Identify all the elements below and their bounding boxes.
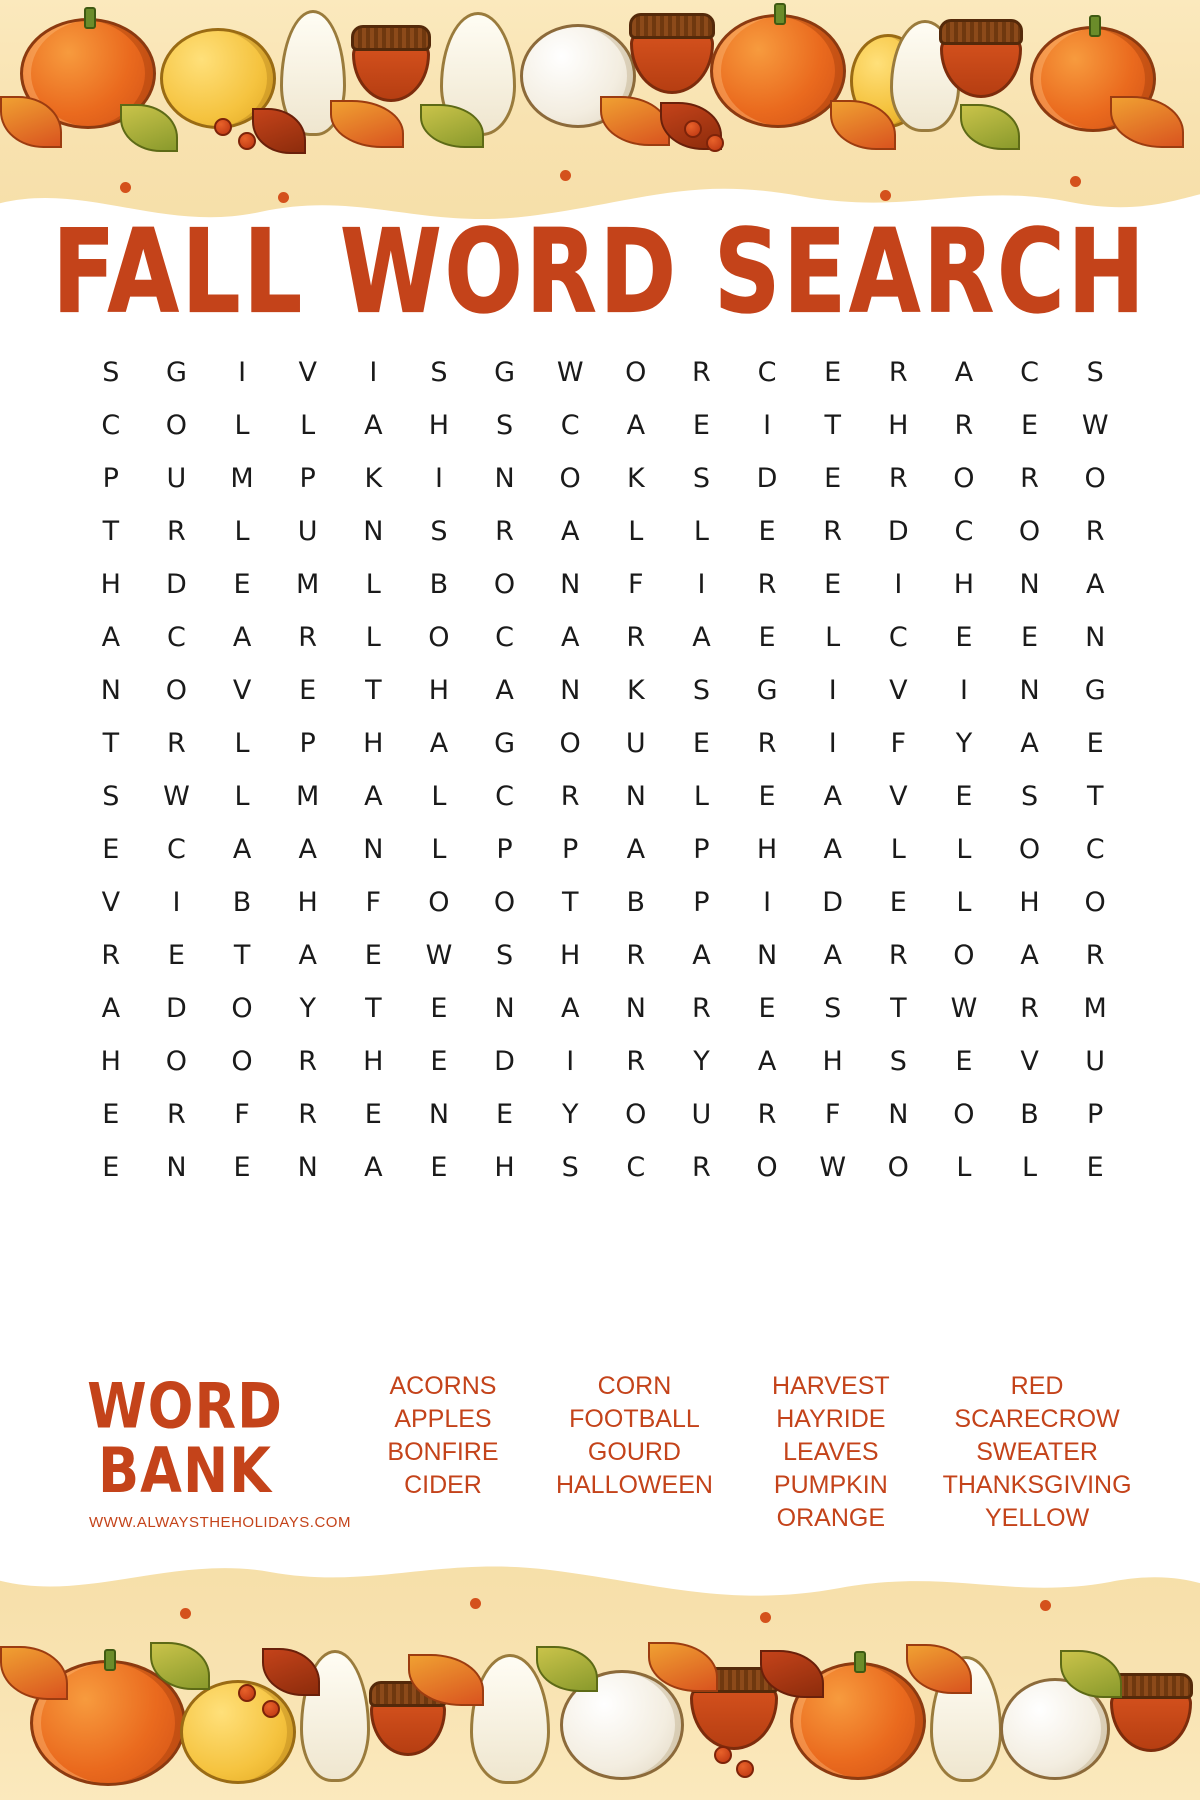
word-bank-item: THANKSGIVING	[942, 1471, 1132, 1499]
berry-icon	[684, 120, 702, 138]
grid-cell: R	[1020, 993, 1039, 1024]
word-bank-item: CIDER	[404, 1471, 482, 1499]
grid-cell: O	[1018, 834, 1041, 865]
grid-cell: K	[364, 463, 383, 494]
grid-cell: T	[824, 410, 841, 441]
grid-cell: Y	[299, 993, 316, 1024]
grid-cell: W	[950, 993, 978, 1024]
grid-cell: N	[428, 1099, 450, 1130]
grid-cell: O	[625, 357, 647, 388]
grid-cell: D	[887, 516, 909, 547]
grid-cell: S	[889, 1046, 907, 1077]
grid-cell: G	[1084, 675, 1106, 706]
grid-cell: A	[692, 940, 711, 971]
grid-cell: E	[824, 569, 842, 600]
word-bank-item: SCARECROW	[954, 1405, 1120, 1433]
grid-cell: I	[566, 1046, 575, 1077]
grid-cell: U	[297, 516, 318, 547]
grid-cell: T	[365, 675, 382, 706]
grid-cell: F	[628, 569, 644, 600]
grid-cell: S	[102, 357, 120, 388]
pumpkin-icon	[710, 14, 846, 128]
grid-cell: W	[819, 1152, 847, 1183]
word-bank-item: BONFIRE	[387, 1438, 499, 1466]
grid-cell: F	[234, 1099, 250, 1130]
grid-cell: W	[1081, 410, 1109, 441]
grid-cell: I	[828, 728, 837, 759]
grid-cell: P	[299, 463, 316, 494]
word-bank-column-2	[531, 1370, 737, 1502]
grid-cell: E	[1086, 1152, 1104, 1183]
grid-cell: C	[167, 834, 186, 865]
grid-cell: I	[894, 569, 903, 600]
grid-cell: H	[888, 410, 909, 441]
grid-cell: S	[495, 410, 514, 441]
grid-cell: L	[1022, 1152, 1038, 1183]
grid-cell: G	[756, 675, 778, 706]
word-bank-column-3	[738, 1370, 925, 1535]
grid-cell: B	[232, 887, 252, 918]
grid-cell: C	[495, 781, 514, 812]
grid-cell: N	[363, 516, 384, 547]
grid-cell: A	[1085, 569, 1105, 600]
grid-cell: R	[888, 357, 908, 388]
word-bank-item: GOURD	[587, 1438, 681, 1466]
grid-cell: H	[297, 887, 318, 918]
grid-cell: A	[495, 675, 514, 706]
grid-cell: A	[823, 940, 842, 971]
grid-cell: R	[692, 993, 711, 1024]
bottom-decorative-border	[0, 1550, 1200, 1800]
grid-cell: P	[693, 887, 710, 918]
grid-cell: E	[889, 887, 907, 918]
grid-cell: U	[691, 1099, 712, 1130]
grid-cell: S	[1086, 357, 1104, 388]
grid-cell: S	[495, 940, 514, 971]
grid-cell: L	[300, 410, 316, 441]
grid-cell: T	[102, 516, 120, 547]
word-bank	[60, 1370, 1150, 1535]
grid-cell: R	[757, 728, 777, 759]
grid-cell: N	[560, 675, 581, 706]
grid-cell: O	[559, 728, 581, 759]
grid-cell: R	[757, 1099, 777, 1130]
grid-cell: E	[364, 940, 382, 971]
grid-cell: M	[1083, 993, 1107, 1024]
grid-cell: C	[1020, 357, 1039, 388]
grid-cell: N	[363, 834, 384, 865]
grid-cell: L	[693, 516, 709, 547]
grid-cell: E	[758, 516, 776, 547]
grid-cell: N	[625, 781, 646, 812]
grid-cell: G	[165, 357, 187, 388]
grid-cell: A	[364, 781, 383, 812]
grid-cell: L	[628, 516, 644, 547]
grid-cell: D	[166, 993, 187, 1024]
grid-cell: I	[697, 569, 706, 600]
grid-cell: F	[365, 887, 382, 918]
grid-cell: R	[167, 1099, 186, 1130]
grid-cell: E	[692, 410, 710, 441]
grid-cell: E	[102, 834, 120, 865]
grid-cell: H	[100, 569, 121, 600]
grid-cell: L	[234, 410, 250, 441]
grid-cell: Y	[693, 1046, 710, 1077]
accent-dot	[760, 1612, 771, 1623]
grid-cell: H	[822, 1046, 843, 1077]
grid-cell: A	[298, 940, 317, 971]
word-bank-item: HALLOWEEN	[555, 1471, 713, 1499]
grid-cell: L	[365, 622, 381, 653]
grid-cell: V	[232, 675, 252, 706]
grid-cell: E	[955, 781, 973, 812]
grid-cell: H	[953, 569, 975, 600]
grid-cell: U	[1085, 1046, 1106, 1077]
grid-cell: Y	[561, 1099, 579, 1130]
grid-cell: E	[1021, 410, 1039, 441]
word-bank-item: PUMPKIN	[773, 1471, 888, 1499]
grid-cell: A	[232, 834, 252, 865]
grid-cell: E	[496, 1099, 514, 1130]
grid-cell: Y	[955, 728, 973, 759]
grid-cell: O	[953, 463, 975, 494]
grid-cell: E	[102, 1099, 120, 1130]
grid-cell: E	[955, 622, 973, 653]
word-bank-title-line2: BANK	[98, 1434, 272, 1507]
grid-cell: A	[298, 834, 317, 865]
grid-cell: N	[1019, 569, 1040, 600]
grid-cell: O	[428, 887, 450, 918]
grid-cell: O	[887, 1152, 909, 1183]
word-bank-item: ACORNS	[389, 1372, 497, 1400]
grid-cell: A	[1020, 728, 1039, 759]
grid-cell: R	[298, 1046, 318, 1077]
grid-cell: E	[430, 1046, 448, 1077]
grid-cell: A	[823, 781, 842, 812]
grid-cell: E	[102, 1152, 120, 1183]
grid-cell: N	[560, 569, 581, 600]
grid-cell: R	[1085, 940, 1105, 971]
grid-cell: D	[166, 569, 187, 600]
grid-cell: O	[231, 993, 253, 1024]
grid-cell: S	[561, 1152, 579, 1183]
page-title: FALL WORD SEARCH	[52, 205, 1148, 339]
grid-cell: O	[625, 1099, 647, 1130]
grid-cell: N	[100, 675, 121, 706]
grid-cell: R	[167, 728, 186, 759]
word-bank-title	[60, 1370, 310, 1507]
grid-cell: P	[1087, 1099, 1104, 1130]
grid-cell: S	[1020, 781, 1039, 812]
grid-cell: N	[756, 940, 778, 971]
grid-cell: E	[167, 940, 185, 971]
grid-cell: T	[561, 887, 579, 918]
grid-cell: C	[495, 622, 514, 653]
grid-cell: H	[756, 834, 778, 865]
grid-cell: I	[434, 463, 443, 494]
grid-cell: C	[888, 622, 908, 653]
grid-cell: R	[1020, 463, 1039, 494]
word-bank-item: RED	[1010, 1372, 1064, 1400]
grid-cell: D	[494, 1046, 515, 1077]
grid-cell: I	[172, 887, 181, 918]
grid-cell: A	[757, 1046, 777, 1077]
grid-cell: A	[823, 834, 842, 865]
grid-cell: G	[494, 357, 516, 388]
grid-cell: P	[693, 834, 710, 865]
grid-cell: I	[369, 357, 378, 388]
word-search-grid	[78, 358, 1128, 1183]
grid-cell: H	[494, 1152, 515, 1183]
grid-cell: W	[425, 940, 453, 971]
grid-cell: O	[953, 1099, 975, 1130]
grid-cell: T	[365, 993, 382, 1024]
grid-cell: S	[824, 993, 842, 1024]
grid-cell: N	[1019, 675, 1040, 706]
accent-dot	[180, 1608, 191, 1619]
grid-cell: N	[494, 993, 515, 1024]
grid-cell: W	[556, 357, 584, 388]
word-bank-column-1	[355, 1370, 532, 1502]
grid-cell: M	[296, 569, 320, 600]
grid-cell: E	[364, 1099, 382, 1130]
grid-cell: F	[890, 728, 907, 759]
grid-cell: L	[956, 834, 972, 865]
grid-cell: E	[233, 1152, 251, 1183]
grid-cell: L	[431, 781, 447, 812]
grid-cell: H	[363, 728, 384, 759]
grid-cell: O	[1084, 463, 1106, 494]
grid-cell: C	[954, 516, 974, 547]
grid-cell: A	[954, 357, 974, 388]
grid-cell: L	[956, 887, 972, 918]
grid-cell: R	[692, 357, 711, 388]
wave-divider	[0, 1550, 1200, 1608]
grid-cell: L	[365, 569, 381, 600]
grid-cell: H	[100, 1046, 121, 1077]
grid-cell: D	[822, 887, 844, 918]
grid-cell: A	[560, 516, 580, 547]
grid-cell: B	[429, 569, 449, 600]
grid-cell: R	[298, 622, 318, 653]
grid-cell: N	[1085, 622, 1106, 653]
grid-cell: C	[101, 410, 121, 441]
berry-icon	[238, 1684, 256, 1702]
grid-cell: T	[102, 728, 120, 759]
grid-cell: A	[101, 622, 121, 653]
grid-cell: O	[165, 675, 188, 706]
grid-cell: B	[626, 887, 646, 918]
grid-cell: S	[102, 781, 120, 812]
berry-icon	[736, 1760, 754, 1778]
grid-cell: V	[889, 675, 908, 706]
berry-icon	[706, 134, 724, 152]
word-bank-item: ORANGE	[776, 1504, 886, 1532]
grid-cell: O	[1084, 887, 1106, 918]
website-url: WWW.ALWAYSTHEHOLIDAYS.COM	[89, 1514, 351, 1531]
grid-cell: I	[763, 410, 772, 441]
grid-cell: E	[1021, 622, 1039, 653]
grid-cell: U	[166, 463, 187, 494]
grid-cell: I	[959, 675, 968, 706]
grid-cell: K	[626, 463, 645, 494]
grid-cell: O	[493, 569, 516, 600]
grid-cell: A	[232, 622, 252, 653]
grid-cell: A	[1020, 940, 1039, 971]
grid-cell: R	[626, 940, 646, 971]
word-bank-item: HAYRIDE	[776, 1405, 886, 1433]
grid-cell: R	[101, 940, 121, 971]
word-bank-title-line1: WORD	[87, 1370, 283, 1443]
grid-cell: E	[758, 781, 776, 812]
grid-cell: R	[757, 569, 777, 600]
grid-cell: P	[562, 834, 579, 865]
grid-cell: O	[231, 1046, 253, 1077]
word-bank-item: CORN	[597, 1372, 672, 1400]
grid-cell: L	[234, 516, 250, 547]
grid-cell: E	[692, 728, 710, 759]
grid-cell: A	[560, 993, 580, 1024]
berry-icon	[714, 1746, 732, 1764]
grid-cell: E	[824, 357, 842, 388]
grid-cell: R	[1085, 516, 1105, 547]
grid-cell: B	[1020, 1099, 1039, 1130]
word-bank-item: YELLOW	[984, 1504, 1090, 1532]
grid-cell: I	[828, 675, 837, 706]
grid-cell: O	[559, 463, 581, 494]
grid-cell: O	[428, 622, 450, 653]
grid-cell: N	[166, 1152, 187, 1183]
grid-cell: C	[626, 1152, 646, 1183]
grid-cell: R	[626, 622, 646, 653]
word-bank-item: HARVEST	[772, 1372, 890, 1400]
grid-cell: P	[102, 463, 119, 494]
grid-cell: R	[954, 410, 974, 441]
grid-cell: O	[756, 1152, 778, 1183]
grid-cell: R	[888, 463, 908, 494]
grid-cell: L	[956, 1152, 972, 1183]
grid-cell: O	[165, 410, 188, 441]
grid-cell: O	[953, 940, 975, 971]
grid-cell: A	[429, 728, 449, 759]
grid-cell: A	[101, 993, 121, 1024]
grid-cell: E	[1086, 728, 1104, 759]
grid-cell: N	[625, 993, 646, 1024]
grid-cell: T	[890, 993, 907, 1024]
word-bank-item: LEAVES	[783, 1438, 879, 1466]
grid-cell: S	[430, 516, 448, 547]
grid-cell: M	[230, 463, 254, 494]
grid-cell: L	[825, 622, 841, 653]
grid-cell: C	[560, 410, 580, 441]
grid-cell: R	[560, 781, 580, 812]
grid-cell: R	[167, 516, 186, 547]
grid-cell: R	[626, 1046, 646, 1077]
grid-cell: H	[428, 675, 450, 706]
grid-cell: E	[430, 1152, 448, 1183]
grid-cell: L	[431, 834, 447, 865]
grid-cell: R	[495, 516, 514, 547]
grid-cell: T	[1086, 781, 1104, 812]
grid-cell: N	[494, 463, 515, 494]
grid-cell: C	[167, 622, 186, 653]
grid-cell: E	[299, 675, 317, 706]
grid-cell: S	[430, 357, 448, 388]
top-decorative-border	[0, 0, 1200, 230]
grid-cell: H	[1019, 887, 1040, 918]
grid-cell: E	[758, 622, 776, 653]
grid-cell: L	[890, 834, 906, 865]
grid-cell: L	[234, 728, 250, 759]
grid-cell: K	[626, 675, 645, 706]
grid-cell: D	[756, 463, 778, 494]
grid-cell: L	[234, 781, 250, 812]
grid-cell: R	[298, 1099, 318, 1130]
word-bank-item: SWEATER	[976, 1438, 1098, 1466]
grid-cell: N	[297, 1152, 318, 1183]
grid-cell: P	[496, 834, 513, 865]
grid-cell: F	[824, 1099, 841, 1130]
grid-cell: I	[238, 357, 247, 388]
grid-cell: A	[692, 622, 711, 653]
grid-cell: L	[693, 781, 709, 812]
grid-cell: R	[888, 940, 908, 971]
grid-cell: V	[298, 357, 317, 388]
grid-cell: V	[889, 781, 908, 812]
grid-cell: S	[692, 463, 710, 494]
grid-cell: U	[625, 728, 646, 759]
grid-cell: E	[955, 1046, 973, 1077]
grid-cell: R	[823, 516, 843, 547]
berry-icon	[214, 118, 232, 136]
grid-cell: A	[364, 410, 383, 441]
grid-cell: M	[296, 781, 320, 812]
grid-cell: A	[560, 622, 580, 653]
grid-cell: C	[1085, 834, 1105, 865]
grid-cell: A	[626, 834, 646, 865]
grid-cell: H	[428, 410, 450, 441]
grid-cell: O	[1018, 516, 1041, 547]
grid-cell: W	[163, 781, 190, 812]
grid-cell: E	[758, 993, 776, 1024]
grid-cell: A	[364, 1152, 383, 1183]
grid-cell: T	[233, 940, 251, 971]
grid-cell: R	[692, 1152, 711, 1183]
word-bank-item: APPLES	[394, 1405, 492, 1433]
grid-cell: V	[1020, 1046, 1039, 1077]
grid-cell: O	[493, 887, 516, 918]
grid-cell: V	[101, 887, 121, 918]
grid-cell: N	[888, 1099, 909, 1130]
grid-cell: P	[299, 728, 316, 759]
word-bank-item: FOOTBALL	[569, 1405, 700, 1433]
grid-cell: C	[757, 357, 777, 388]
grid-cell: H	[363, 1046, 384, 1077]
grid-cell: S	[692, 675, 710, 706]
grid-cell: E	[824, 463, 842, 494]
grid-cell: G	[494, 728, 516, 759]
grid-cell: E	[233, 569, 251, 600]
grid-cell: H	[560, 940, 581, 971]
grid-cell: E	[430, 993, 448, 1024]
berry-icon	[238, 132, 256, 150]
grid-cell: I	[763, 887, 772, 918]
grid-cell: O	[165, 1046, 188, 1077]
word-bank-column-4	[924, 1370, 1150, 1535]
grid-cell: A	[626, 410, 646, 441]
berry-icon	[262, 1700, 280, 1718]
